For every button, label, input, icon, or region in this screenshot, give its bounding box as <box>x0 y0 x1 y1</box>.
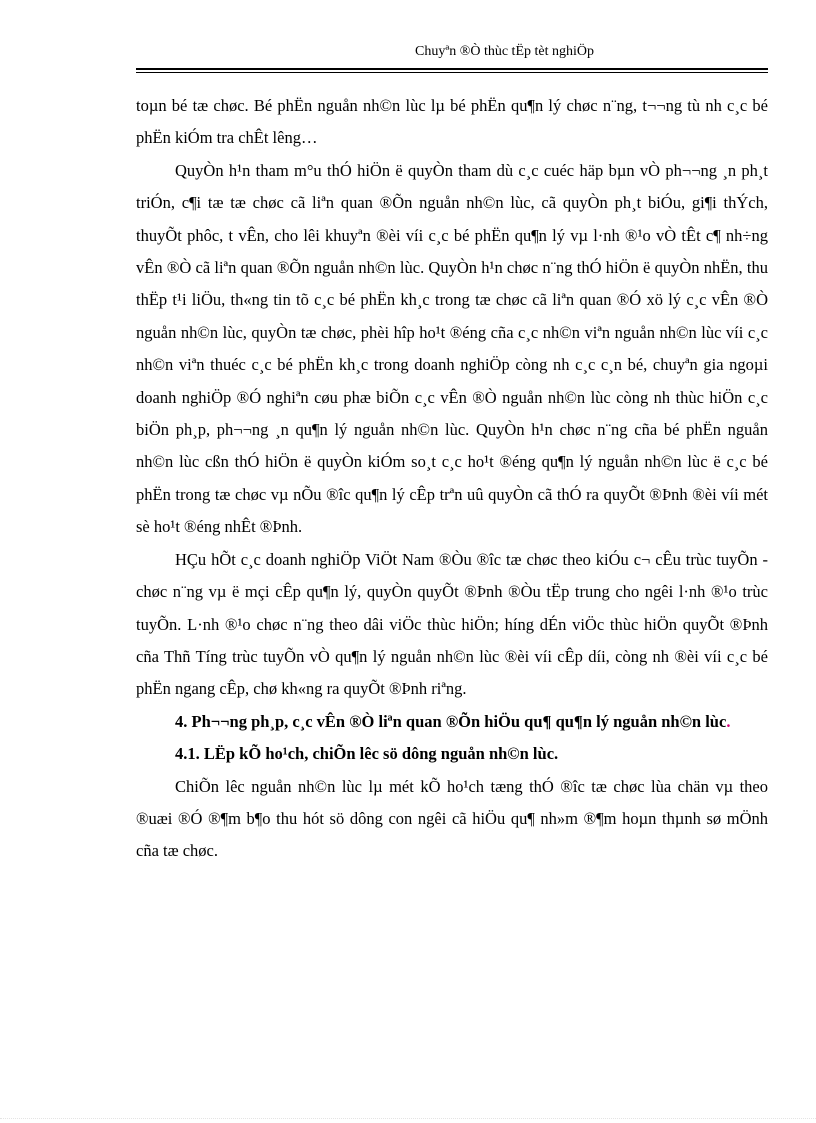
section-heading-4-1: 4.1. LËp kÕ ho¹ch, chiÕn lêc sö dông nguån nh©n lùc. <box>175 744 559 764</box>
paragraph-authority: QuyÒn h¹n tham m°u thÓ hiÖn ë quyÒn tham dù c¸c cuéc häp bµn vÒ ph¬¬ng ¸n ph¸t triÓn, c¶i tæ tæ chøc cã liªn quan ®Õn nguån nh©n lùc, cã quyÒn ph¸t biÓu, gi¶i thÝch, thuyÕt phôc, t vÊn, cho lêi khuyªn ®èi víi c¸c bé phËn qu¶n lý vµ l·nh ®¹o vÒ tÊt c¶ nh÷ng vÊn ®Ò cã liªn quan ®Õn nguån nh©n lùc. QuyÒn h¹n chøc n¨ng thÓ hiÖn ë quyÒn nhËn, thu thËp t¹i liÖu, th«ng tin tõ c¸c bé phËn kh¸c trong tæ chøc cã liªn quan ®Ó xö lý c¸c vÊn ®Ò nguån nh©n lùc, quyÒn tæ chøc, phèi hîp ho¹t ®éng cña c¸c nh©n viªn nguån nh©n lùc víi c¸c nh©n viªn thuéc c¸c bé phËn kh¸c trong doanh nghiÖp còng nh c¸c c¸n bé, chuyªn gia ngoµi doanh nghiÖp ®Ó nghiªn cøu phæ biÕn c¸c vÊn ®Ò nguån nh©n lùc còng nh thùc hiÖn c¸c biÖn ph¸p, ph¬¬ng ¸n qu¶n lý nguån nh©n lùc. QuyÒn h¹n chøc n¨ng cña bé phËn nguån nh©n lùc cßn thÓ hiÖn ë quyÒn kiÓm so¸t c¸c ho¹t ®éng qu¶n lý nguån nh©n lùc ë c¸c bé phËn trong tæ chøc vµ nÕu ®îc qu¶n lý cÊp trªn uû quyÒn cã thÓ ra quyÕt ®Þnh ®èi víi mét sè ho¹t ®éng nhÊt ®Þnh. <box>136 160 768 537</box>
paragraph-strategy: ChiÕn lêc nguån nh©n lùc lµ mét kÕ ho¹ch tæng thÓ ®îc tæ chøc lùa chän vµ theo ®uæi ®Ó ®¶m b¶o thu hót sö dông con ngêi cã hiÖu qu¶ nh»m ®¶m hoµn thµnh sø mÖnh cña tæ chøc. <box>136 776 768 861</box>
header-rule-thick <box>136 68 768 70</box>
section-heading-4 <box>136 706 768 738</box>
paragraph-vietnam-enterprises: HÇu hÕt c¸c doanh nghiÖp ViÖt Nam ®Òu ®îc tæ chøc theo kiÓu c¬ cÊu trùc tuyÕn - chøc n¨ng vµ ë mçi cÊp qu¶n lý, quyÒn quyÕt ®Þnh ®Òu tËp trung cho ngêi l·nh ®¹o trùc tuyÕn. L·nh ®¹o chøc n¨ng theo dâi viÖc thùc hiÖn; híng dÉn viÖc thùc hiÖn quyÕt ®Þnh cña Thñ Tíng trùc tuyÕn vÒ qu¶n lý nguån nh©n lùc ®èi víi cÊp díi, còng nh ®èi víi c¸c bé phËn ngang cÊp, chø kh«ng ra quyÕt ®Þnh riªng. <box>136 549 768 699</box>
document-body <box>136 90 768 868</box>
paragraph-continuation: toµn bé tæ chøc. Bé phËn nguån nh©n lùc lµ bé phËn qu¶n lý chøc n¨ng, t¬¬ng tù nh c¸c bé phËn kiÓm tra chÊt lêng… <box>136 96 768 148</box>
section-heading-4-text: 4. Ph¬¬ng ph¸p, c¸c vÊn ®Ò liªn quan ®Õn hiÖu qu¶ qu¶n lý nguån nh©n lùc <box>175 711 727 731</box>
header-title: Chuyªn ®Ò thùc tËp tèt nghiÖp <box>415 44 594 59</box>
page-bottom-edge <box>0 1118 816 1119</box>
header-rule-thin <box>136 72 768 73</box>
page-header <box>136 42 768 73</box>
section-heading-4-dot: . <box>726 711 731 731</box>
